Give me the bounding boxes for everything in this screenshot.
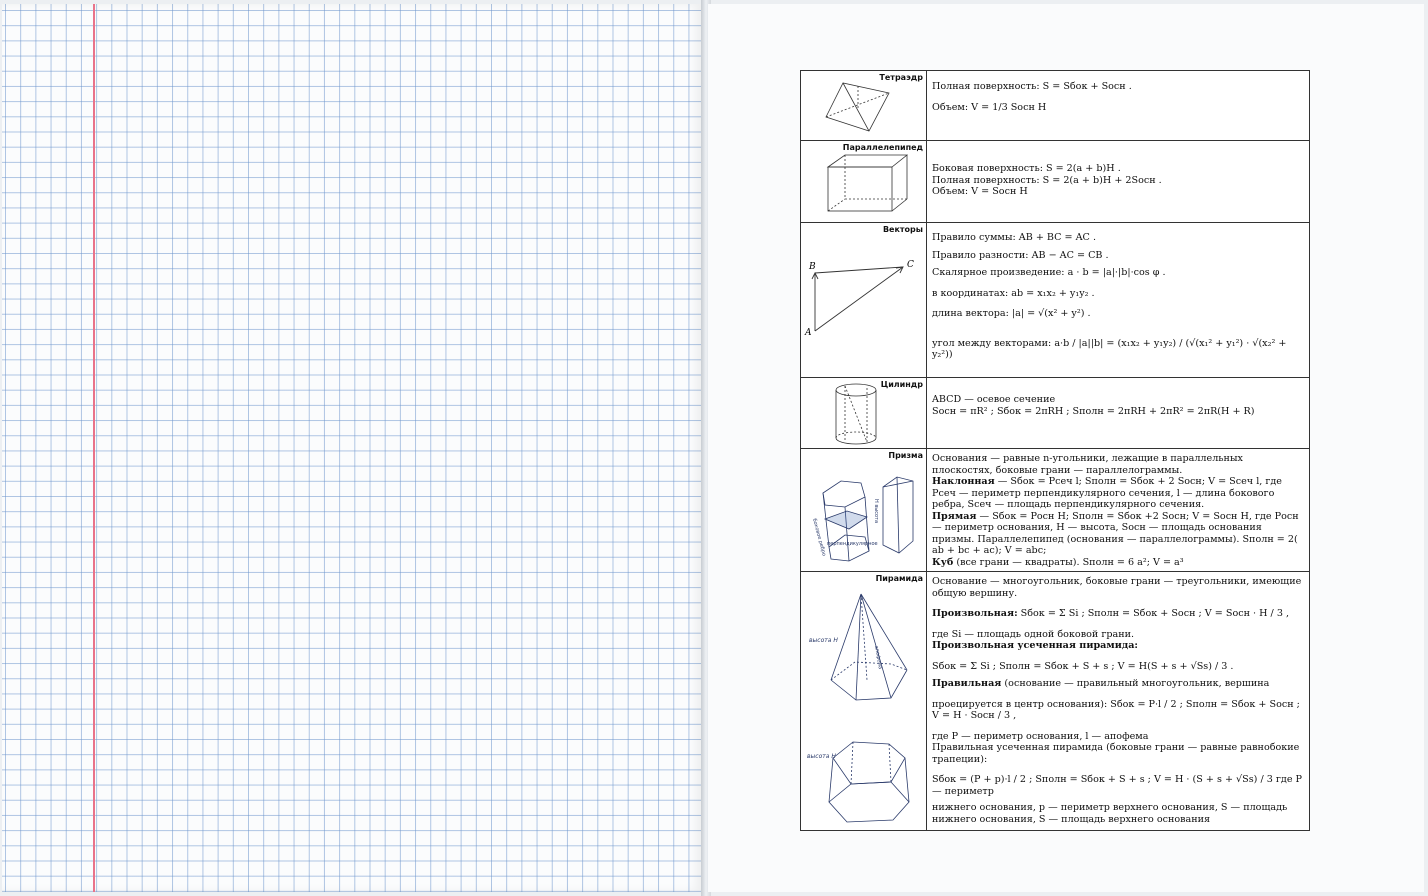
parallelepiped-figure-cell <box>801 141 927 222</box>
row-label: Цилиндр <box>880 380 923 389</box>
formula-line: проецируется в центр основания): Sбок = P·l / 2 ; Sполн = Sбок + Sосн ; V = H · Sосн / 3 , <box>932 698 1300 721</box>
parallelepiped-figure <box>801 141 926 222</box>
point-b-label: B <box>809 262 816 272</box>
oblique-prism-formulas: — Sбок = Pсеч l; Sполн = Sбок + 2 Sосн; V = Sсеч l, где Pсеч — периметр перпендикулярного сечения, l — длина бокового ребра, Sсеч — площадь перпендикулярного сечения. <box>932 476 1282 510</box>
pyramid-figure <box>801 572 926 830</box>
perpendicular-section-label: перпендикулярное <box>827 541 878 547</box>
vectors-formulas <box>932 227 1304 361</box>
frustum-height-label: высота H <box>807 753 836 760</box>
row-label: Призма <box>888 451 923 460</box>
formula-line: нижнего основания, p — периметр верхнего основания, S — площадь нижнего основания, S — площадь верхнего основания <box>932 802 1288 825</box>
formula-line: Правило разности: AB − AC = CB . <box>932 249 1109 261</box>
formula-paragraph <box>932 608 1304 620</box>
formula-line: длина вектора: |a| = √(x² + y²) . <box>932 308 1091 319</box>
row-cylinder <box>801 378 1309 449</box>
right-prism-formulas: — Sбок = Pосн H; Sполн = Sбок +2 Sосн; V = Sосн H, где Pосн — периметр основания, H — высота, Sосн — площадь основания призмы. Параллелепипед (основания — параллелограммы). Sполн = 2( ab + bc + ac); V = abc; <box>932 510 1299 556</box>
frustum-heading: Произвольная усеченная пирамида: <box>932 640 1138 651</box>
row-label: Векторы <box>882 225 923 234</box>
formula-line: Основание — многоугольник, боковые грани — треугольники, имеющие общую вершину. <box>932 576 1302 599</box>
cylinder-formulas <box>932 394 1304 417</box>
vectors-figure <box>801 223 926 377</box>
formula-line: ABCD — осевое сечение <box>932 394 1056 405</box>
formula-line: в координатах: ab = x₁x₂ + y₁y₂ . <box>932 287 1095 299</box>
prism-height-label: H высота <box>873 499 879 524</box>
lateral-edge-label: боковое ребро <box>811 517 827 557</box>
formula-line: Sбок = (P + p)·l / 2 ; Sполн = Sбок + S + s ; V = H · (S + s + √Ss) / 3 где P — периметр <box>932 774 1303 797</box>
formula-line: Боковая поверхность: S = 2(a + b)H . <box>932 163 1121 174</box>
formula-paragraph <box>932 557 1304 569</box>
right-prism-heading: Прямая <box>932 510 977 522</box>
arbitrary-pyramid-formulas: Sбок = Σ Si ; Sполн = Sбок + Sосн ; V = Sосн · H / 3 , <box>1017 608 1290 619</box>
prism-figure-cell <box>801 449 927 571</box>
apothem-label: апофема <box>873 645 884 670</box>
row-label: Тетраэдр <box>879 73 923 82</box>
formula-line: Основания — равные n-угольники, лежащие в параллельных плоскостях, боковые грани — параллелограммы. <box>932 453 1243 476</box>
tetrahedron-formulas <box>932 75 1304 113</box>
cube-heading: Куб <box>932 556 954 568</box>
formula-line: Объем: V = 1/3 Sосн H <box>932 101 1047 113</box>
point-a-label: A <box>805 328 812 338</box>
row-tetrahedron <box>801 71 1309 141</box>
formula-line: Скалярное произведение: a · b = |a|·|b|·cos φ . <box>932 267 1166 278</box>
prism-formulas <box>932 453 1304 568</box>
point-c-label: C <box>907 260 914 270</box>
formula-line: Sосн = πR² ; Sбок = 2πRH ; Sполн = 2πRH + 2πR² = 2πR(H + R) <box>932 405 1255 417</box>
formula-line: где Si — площадь одной боковой грани. <box>932 628 1135 640</box>
formula-line: Полная поверхность: S = Sбок + Sосн . <box>932 81 1132 92</box>
parallelepiped-formulas <box>932 163 1304 198</box>
arbitrary-pyramid-heading: Произвольная: <box>932 608 1018 619</box>
cylinder-figure-cell <box>801 378 927 448</box>
pyramid-figure-cell <box>801 572 927 830</box>
formula-line: угол между векторами: a·b / |a||b| = (x₁x₂ + y₁y₂) / (√(x₁² + y₁²) · √(x₂² + y₂²)) <box>932 337 1287 360</box>
formula-paragraph <box>932 511 1304 557</box>
row-pyramid <box>801 572 1309 830</box>
pyramid-height-label: высота H <box>809 637 838 644</box>
formula-line: Объем: V = Sосн H <box>932 186 1028 197</box>
row-vectors <box>801 223 1309 378</box>
regular-pyramid-note: (основание — правильный многоугольник, вершина <box>1001 678 1270 689</box>
formula-paragraph <box>932 678 1304 690</box>
pyramid-formulas <box>932 576 1304 825</box>
margin-line <box>93 4 95 892</box>
regular-pyramid-heading: Правильная <box>932 678 1002 689</box>
vectors-figure-cell <box>801 223 927 377</box>
prism-figure <box>801 449 926 571</box>
row-label: Пирамида <box>875 574 923 583</box>
tetrahedron-figure-cell <box>801 71 927 140</box>
cube-formulas: (все грани — квадраты). Sполн = 6 a²; V = a³ <box>953 556 1184 568</box>
formula-line: где P — периметр основания, l — апофема <box>932 730 1149 742</box>
row-parallelepiped <box>801 141 1309 223</box>
formula-table <box>800 70 1310 831</box>
formula-line: Полная поверхность: S = 2(a + b)H + 2Sосн . <box>932 174 1162 186</box>
formula-paragraph <box>932 476 1304 511</box>
grid-paper-page <box>2 4 702 892</box>
row-prism <box>801 449 1309 572</box>
formula-line: Sбок = Σ Si ; Sполн = Sбок + S + s ; V = H(S + s + √Ss) / 3 . <box>932 660 1234 672</box>
row-label: Параллелепипед <box>842 143 923 152</box>
formula-line: Правило суммы: AB + BC = AC . <box>932 232 1096 243</box>
oblique-prism-heading: Наклонная <box>932 476 995 487</box>
formula-line: Правильная усеченная пирамида (боковые грани — равные равнобокие трапеции): <box>932 742 1300 765</box>
